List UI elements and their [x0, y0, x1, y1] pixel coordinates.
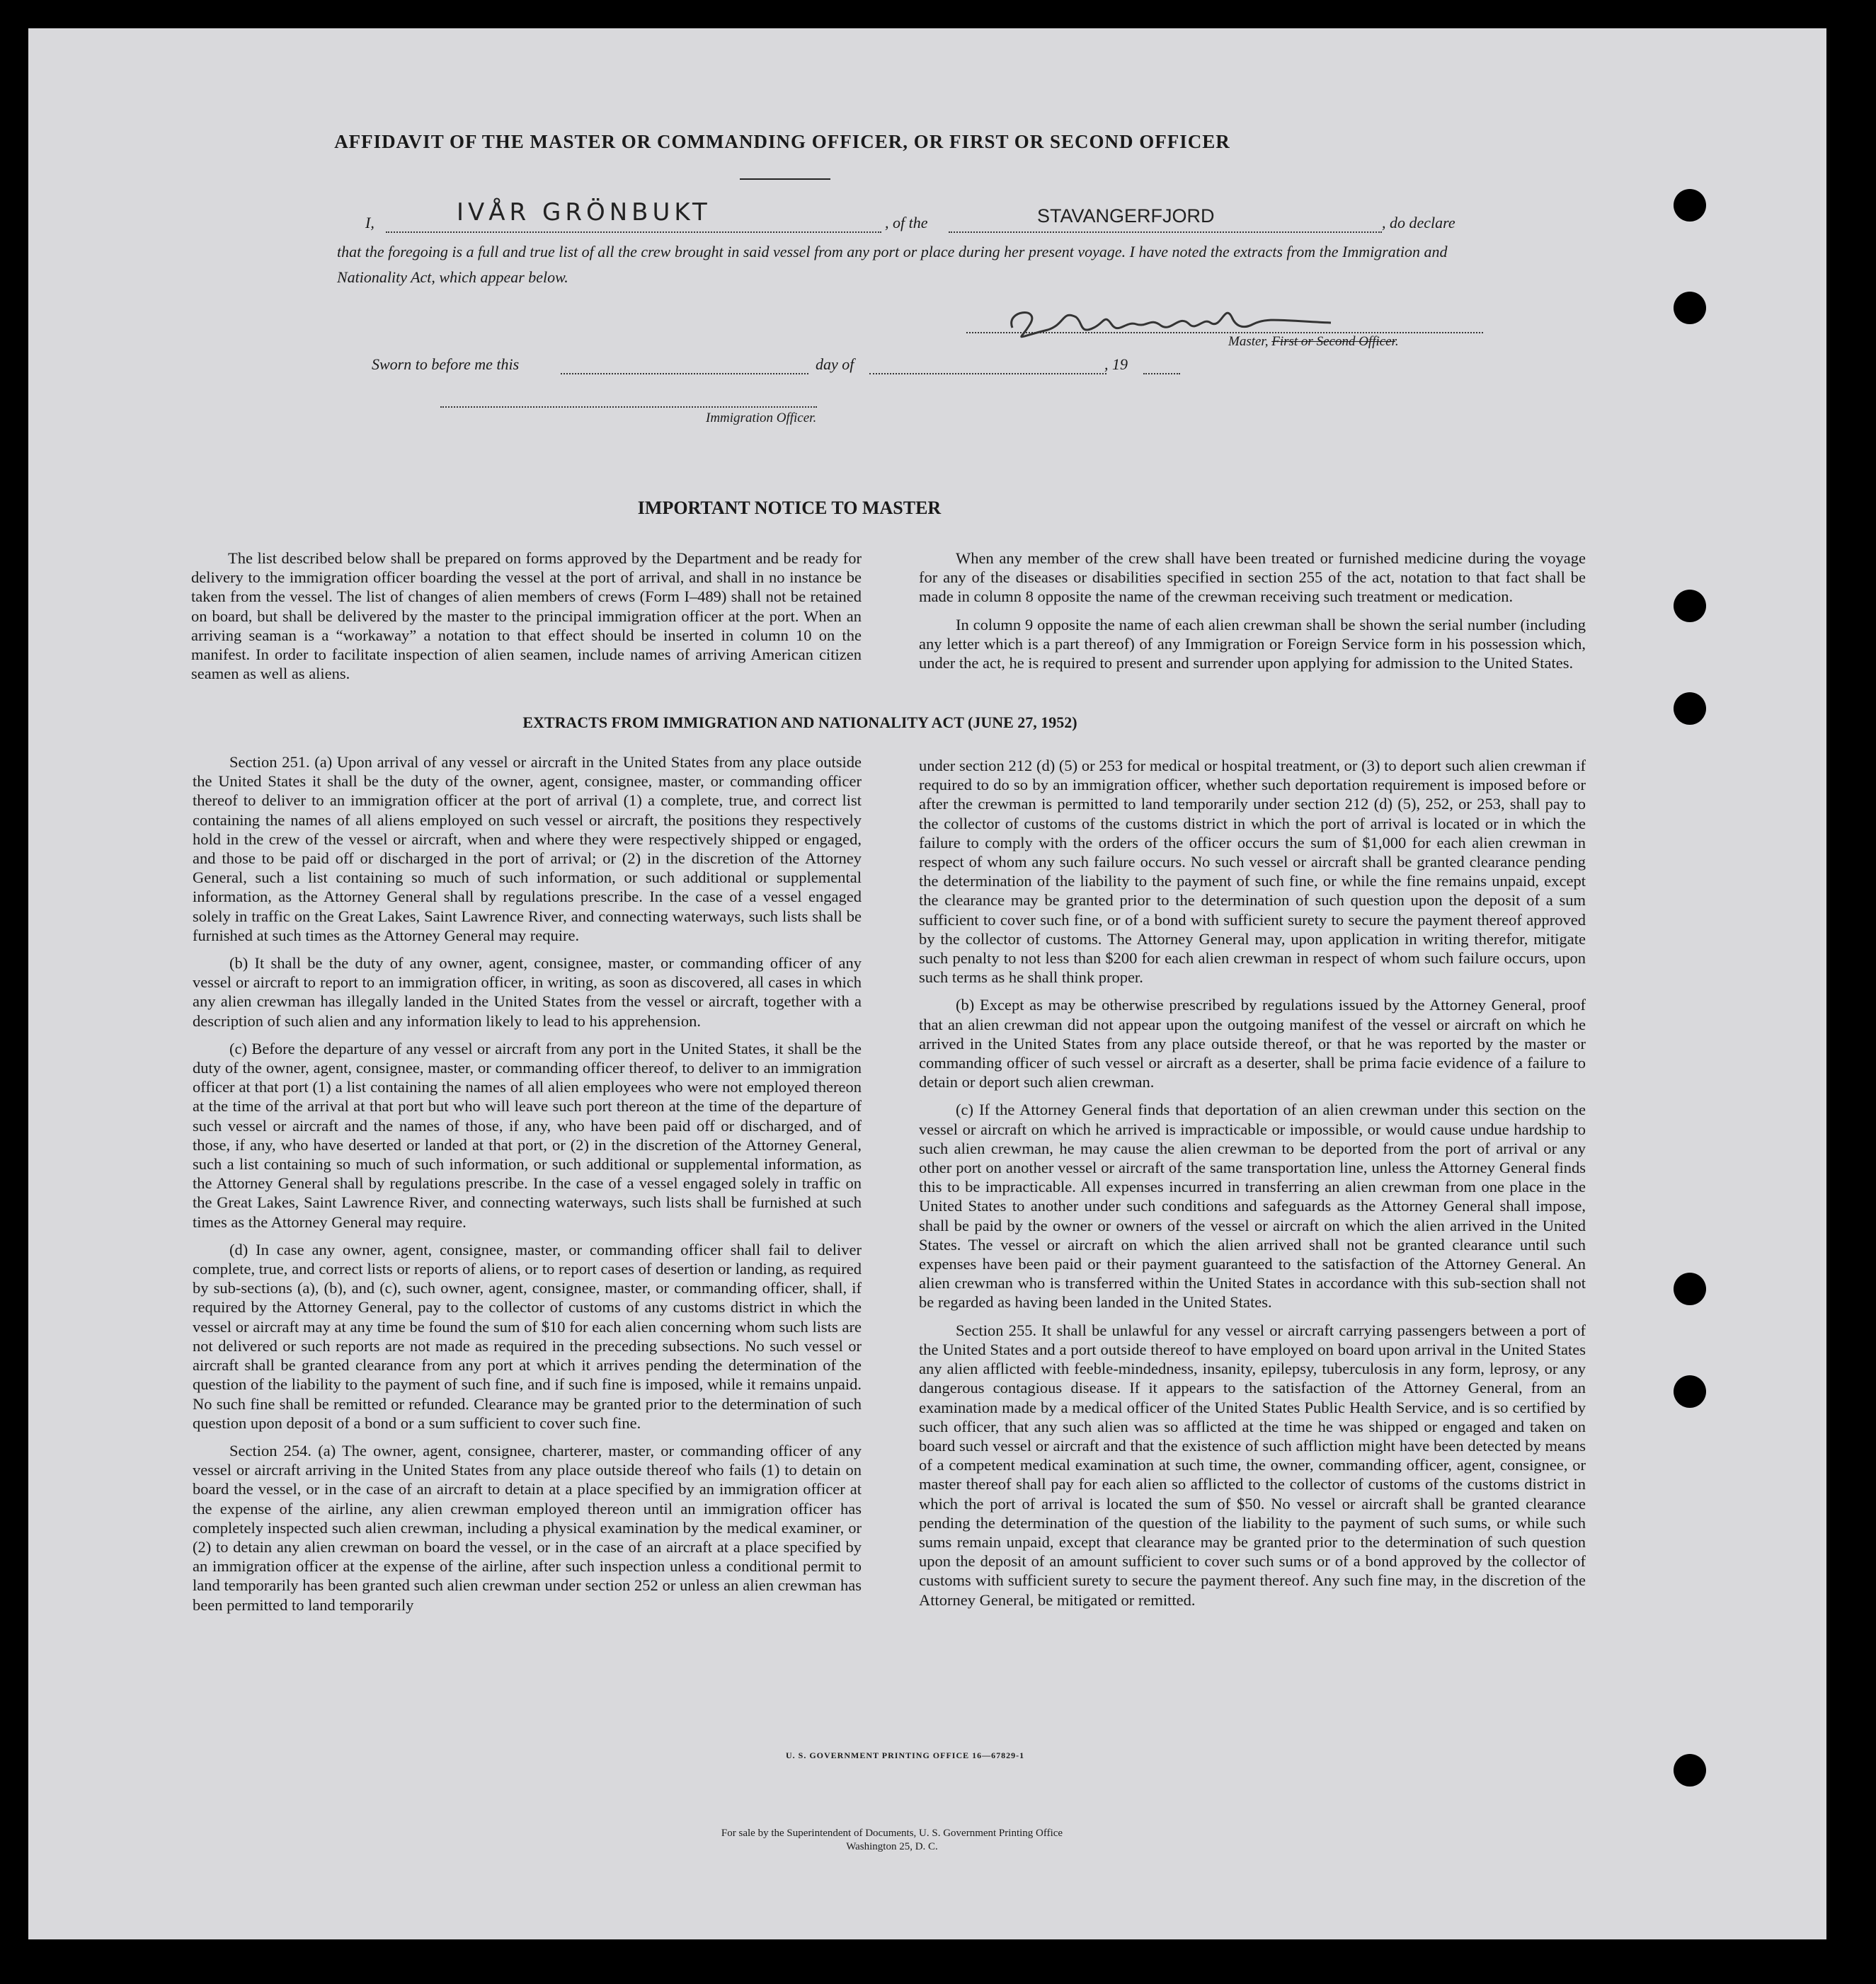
declaration-prefix: I, [365, 214, 374, 231]
extracts-title: EXTRACTS FROM IMMIGRATION AND NATIONALITY ACT (JUNE 27, 1952) [522, 713, 1077, 731]
declaration-body: that the foregoing is a full and true list of all the crew brought in said vessel from any port or place during her present voyage. I have noted the extracts from the Immigration and Nationality Act, which appear below. [337, 243, 1448, 286]
notice-title: IMPORTANT NOTICE TO MASTER [637, 498, 942, 518]
printer-imprint: U. S. GOVERNMENT PRINTING OFFICE 16—67829-1 [786, 1750, 1025, 1760]
vessel-line [949, 230, 1382, 233]
notice-left-column [191, 549, 862, 692]
sale-notice-line-1: For sale by the Superintendent of Documents, U. S. Government Printing Office [721, 1828, 1063, 1839]
notice-left-paragraph: The list described below shall be prepared on forms approved by the Department and be ready for delivery to the immigration officer boarding the vessel at the port of arrival, and shall in no instance be taken from the vessel. The list of changes of alien members of crews (Form I–489) shall not be retained on board, but shall be delivered by the master to the principal immigration officer at the port. When an arriving seaman is a “workaway” a notation to that effect should be inserted in column 10 on the manifest. In order to facilitate inspection of alien seamen, include names of arriving American citizen seamen as well as aliens. [191, 549, 862, 683]
statute-paragraph: Section 254. (a) The owner, agent, consignee, charterer, master, or commanding officer of any vessel or aircraft arriving in the United States from any place outside thereof who fails (1) to detain on board the vessel, or in the case of an aircraft to detain at a place specified by an immigration officer at the expense of the airline, any alien crewman employed thereon until an immigration officer has completely inspected such alien crewman, including a physical examination by the medical examiner, or (2) to detain any alien crewman on board the vessel, or in the case of an aircraft at a place specified by an immigration officer at the expense of the airline, after such inspection unless a conditional permit to land temporarily has been granted such alien crewman under section 252 or unless an alien crewman has been permitted to land temporarily [193, 1441, 862, 1614]
year-label: , 19 [1104, 355, 1128, 373]
punch-hole [1674, 189, 1706, 222]
notice-right-paragraph: When any member of the crew shall have been treated or furnished medicine during the voyage for any of the diseases or disabilities specified in section 255 of the act, notation to that fact shall be made in column 8 opposite the name of the crewman receiving such treatment or medication. [919, 549, 1586, 606]
statute-paragraph: (c) Before the departure of any vessel or aircraft from any port in the United States, it shall be the duty of the owner, agent, consignee, master, or commanding officer thereof, to deliver to an immigration officer at that port (1) a list containing the names of all alien employees who were not employed thereon at the time of the arrival at that port but who will leave such port thereon at the time of the departure of such vessel or aircraft and the names of those, if any, who have been paid off or discharged, and of those, if any, who have deserted or landed at that port, or (2) in the discretion of the Attorney General, such a list containing so much of such information, or such additional or supplemental information, as the Attorney General shall by regulations prescribe. In the case of a vessel engaged solely in traffic on the Great Lakes, Saint Lawrence River, and connecting waterways, such lists shall be furnished at such times as the Attorney General may require. [193, 1039, 862, 1231]
statute-paragraph: under section 212 (d) (5) or 253 for medical or hospital treatment, or (3) to deport such alien crewman if required to do so by an immigration officer, whether such deportation requirement is imposed before or after the crewman is permitted to land temporarily under section 212 (d) (5), 252, or 253, shall pay to the collector of customs of the customs district in which the port of arrival is located or in which the failure to comply with the orders of the officer occurs the sum of $1,000 for each alien crewman in respect of whom any such failure occurs. No such vessel or aircraft shall be granted clearance pending the determination of the liability to the payment of such fine, or while the fine remains unpaid, except the clearance may be granted prior to the determination of such question upon the deposit of a sum sufficient to cover such fine, or of a bond with sufficient surety to secure the payment thereof approved by the collector of customs. The Attorney General may, upon application in writing therefor, mitigate such penalty to not less than $200 for each alien crewman in respect of whom such failure occurs, upon such terms as he shall think proper. [919, 757, 1586, 987]
statute-paragraph: Section 255. It shall be unlawful for any vessel or aircraft carrying passengers between a port of the United States and a port outside thereof to have employed on board upon arrival in the United States any alien afflicted with feeble-mindedness, insanity, epilepsy, tuberculosis in any form, leprosy, or any dangerous contagious disease. If it appears to the satisfaction of the Attorney General, from an examination made by a medical officer of the United States Public Health Service, and is so certified by such officer, that any such alien was so afflicted at the time he was shipped or engaged and taken on board such vessel or aircraft and that the existence of such affliction might have been detected by means of a competent medical examination at such time, the owner, commanding officer, agent, consignee, or master thereof shall pay for each alien so afflicted to the collector of customs of the customs district in which the port of arrival is located the sum of $50. No vessel or aircraft shall be granted clearance pending the determination of the question of the liability to the payment of such sums, or while such sums remain unpaid, except that clearance may be granted prior to the determination of such question upon the deposit of an amount sufficient to cover such sums or of a bond approved by the collector of customs with sufficient surety to secure the payment thereof. Any such fine may, in the discretion of the Attorney General, be mitigated or remitted. [919, 1321, 1586, 1609]
punch-hole [1674, 590, 1706, 622]
punch-hole [1674, 292, 1706, 324]
extracts-left-column [193, 752, 862, 1623]
year-line [1143, 372, 1180, 374]
master-name-handwritten: IVÅR GRÖNBUKT [457, 198, 711, 227]
month-line [869, 372, 1106, 374]
sworn-date-line [561, 372, 808, 374]
name-line [386, 230, 881, 233]
of-the-label: , of the [885, 214, 928, 231]
officer-signature-line [440, 405, 817, 408]
extracts-right-column [919, 756, 1586, 1618]
punch-hole [1674, 1375, 1706, 1408]
affidavit-title: AFFIDAVIT OF THE MASTER OR COMMANDING OFFICER, OR FIRST OR SECOND OFFICER [334, 131, 1230, 152]
do-declare-label: , do declare [1382, 214, 1455, 231]
label-period: . [1395, 334, 1399, 349]
sworn-label: Sworn to before me this [372, 355, 520, 373]
statute-paragraph: (c) If the Attorney General finds that deportation of an alien crewman under this section on the vessel or aircraft on which he arrived is impracticable or impossible, or would cause undue hardship to such alien crewman, he may cause the alien crewman to be deported from the port of arrival or any other port on another vessel or aircraft of the same transportation line, unless the Attorney General finds this to be impracticable. All expenses incurred in transferring an alien crewman from one place in the United States to another under such conditions and safeguards as the Attorney General shall impose, shall be paid by the owner or owners of the vessel or aircraft on which the alien arrived in the United States. The vessel or aircraft on which the alien arrived shall not be granted clearance until such expenses have been paid or their payment guaranteed to the satisfaction of the Attorney General. An alien crewman who is transferred within the United States in accordance with this sub-section shall not be regarded as having been landed in the United States. [919, 1101, 1586, 1312]
signature-line [966, 331, 1483, 333]
master-label: Master, [1228, 334, 1269, 349]
struck-officer-label: First or Second Officer [1271, 334, 1395, 349]
notice-right-column [919, 549, 1586, 681]
punch-hole [1674, 1273, 1706, 1305]
statute-paragraph: (b) Except as may be otherwise prescribed by regulations issued by the Attorney General, proof that an alien crewman did not appear upon the outgoing manifest of the vessel or aircraft on which he arrived in the United States from any place outside thereof, or that he was reported by the master or commanding officer of such vessel or aircraft as a deserter, shall be prima facie evidence of a failure to detain or deport such alien crewman. [919, 996, 1586, 1091]
statute-paragraph: Section 251. (a) Upon arrival of any vessel or aircraft in the United States from any place outside the United States it shall be the duty of the owner, agent, consignee, master, or commanding officer thereof to deliver to an immigration officer at the port of arrival (1) a complete, true, and correct list containing the names of all aliens employed on such vessel or aircraft, the positions they respectively hold in the crew of the vessel or aircraft, when and where they were respectively shipped or engaged, and those to be paid off or discharged in the port of arrival; or (2) in the discretion of the Attorney General, such a list containing so much of such information, or such additional or supplemental information, as the Attorney General shall by regulations prescribe. In the case of a vessel engaged solely in traffic on the Great Lakes, Saint Lawrence River, and connecting waterways, such lists shall be furnished at such times as the Attorney General may require. [193, 753, 862, 944]
punch-hole [1674, 692, 1706, 725]
statute-paragraph: (d) In case any owner, agent, consignee, master, or commanding officer shall fail to deliver complete, true, and correct lists or reports of aliens, or to report cases of desertion or landing, as required by sub-sections (a), (b), and (c), such owner, agent, consignee, master, or commanding officer, shall, if required by the Attorney General, pay to the collector of customs of any customs district in which the vessel or aircraft may at any time be found the sum of $10 for each alien concerning whom such lists are not delivered or such reports are not made as required in the preceding subsections. No such vessel or aircraft shall be granted clearance from any port at which it arrives pending the determination of the question of the liability to the payment of such fine, and if such fine is imposed, while it remains unpaid. No such fine shall be remitted or refunded. Clearance may be granted prior to the determination of such question upon deposit of a bond or a sum sufficient to cover such fine. [193, 1240, 862, 1432]
statute-paragraph: (b) It shall be the duty of any owner, agent, consignee, master, or commanding officer of any vessel or aircraft to report to an immigration officer, in writing, as soon as discovered, all cases in which any alien crewman has illegally landed in the United States from the vessel or aircraft, together with a description of such alien and any information likely to lead to his apprehension. [193, 954, 862, 1030]
day-of-label: day of [816, 355, 854, 373]
notice-right-paragraph: In column 9 opposite the name of each alien crewman shall be shown the serial number (including any letter which is a part thereof) of any Immigration or Foreign Service form in his possession which, under the act, he is required to present and surrender upon applying for admission to the United States. [919, 615, 1586, 672]
document-page [28, 28, 1826, 1939]
vessel-name: STAVANGERFJORD [1037, 205, 1215, 227]
sale-notice-line-2: Washington 25, D. C. [846, 1841, 938, 1852]
title-underline [740, 178, 830, 180]
immigration-officer-label: Immigration Officer. [706, 411, 817, 425]
signer-capacity-label [1228, 334, 1399, 350]
punch-hole [1674, 1754, 1706, 1787]
